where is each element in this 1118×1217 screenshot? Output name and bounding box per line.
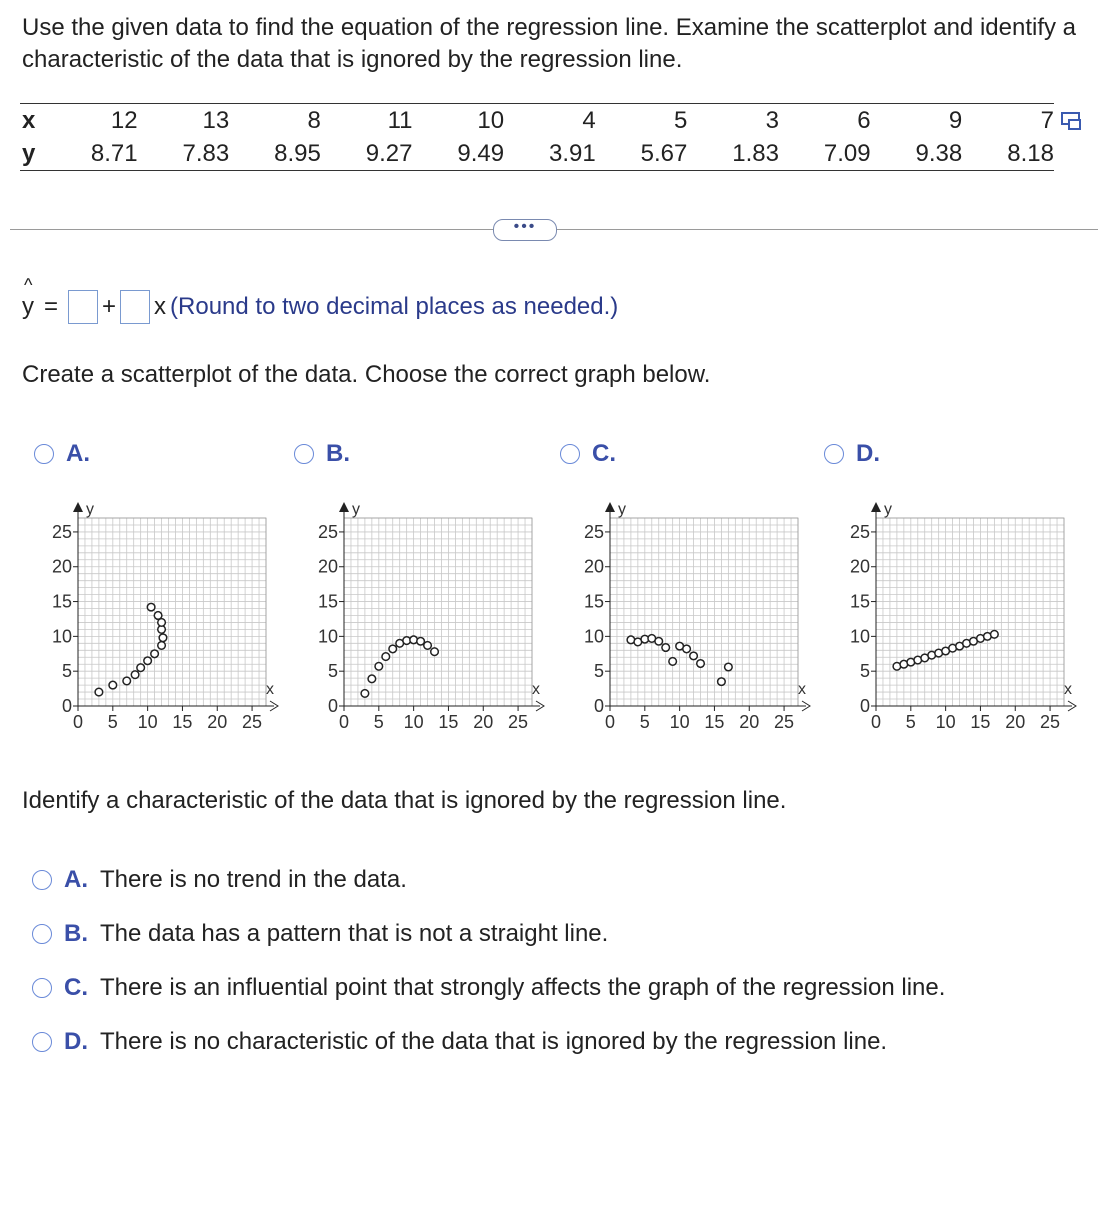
y-tick-label: 15 — [583, 591, 604, 612]
x-cell: 9 — [948, 106, 963, 134]
data-point — [154, 612, 162, 620]
x-cell: 6 — [857, 106, 871, 134]
x-cell: 11 — [387, 106, 413, 134]
y-tick-label: 25 — [317, 521, 338, 542]
data-point — [368, 675, 376, 683]
data-point — [991, 630, 999, 638]
y-tick-label: 15 — [51, 591, 72, 612]
data-point — [655, 637, 663, 645]
x-tick-label: 10 — [137, 712, 158, 732]
scatterplot-b[interactable] — [306, 480, 546, 740]
graph-option-b[interactable] — [294, 440, 350, 468]
expand-more-button[interactable]: ••• — [493, 219, 557, 241]
x-axis-label: x — [532, 681, 540, 698]
data-point — [137, 664, 145, 672]
y-tick-label: 10 — [51, 626, 72, 647]
data-point — [669, 658, 677, 666]
y-cell: 8.71 — [90, 139, 138, 167]
x-tick-label: 10 — [669, 712, 690, 732]
data-point — [95, 688, 103, 696]
y-cell: 7.83 — [182, 139, 230, 167]
y-cell: 1.83 — [732, 139, 779, 167]
graph-option-c[interactable] — [560, 440, 616, 468]
choice-text: There is no characteristic of the data that is ignored by the regression line. — [100, 1028, 888, 1055]
choice-text: There is an influential point that strongly affects the graph of the regression line. — [100, 974, 946, 1001]
x-cell: 12 — [110, 106, 138, 134]
x-tick-label: 15 — [970, 712, 991, 732]
radio-button[interactable] — [294, 444, 314, 464]
data-point — [375, 663, 383, 671]
x-tick-label: 5 — [905, 712, 916, 732]
choice-b[interactable] — [32, 920, 608, 948]
radio-button[interactable] — [32, 924, 52, 944]
x-header: x — [22, 106, 36, 134]
choice-text: The data has a pattern that is not a straight line. — [100, 920, 609, 947]
y-cell: 9.27 — [365, 139, 413, 167]
radio-button[interactable] — [32, 870, 52, 890]
x-tick-label: 5 — [373, 712, 384, 732]
choice-a[interactable] — [32, 866, 407, 894]
x-row — [20, 104, 1054, 138]
scatterplot-c[interactable] — [572, 480, 812, 740]
y-hat-letter: y — [22, 293, 34, 320]
choice-d[interactable] — [32, 1028, 887, 1056]
data-point — [123, 677, 131, 685]
data-point — [424, 642, 432, 650]
regression-equation — [22, 275, 619, 324]
x-tick-label: 5 — [107, 712, 118, 732]
characteristic-question: Identify a characteristic of the data that is ignored by the regression line. — [22, 787, 787, 814]
x-cell: 7 — [1040, 106, 1054, 134]
choice-c[interactable] — [32, 974, 945, 1002]
radio-button[interactable] — [824, 444, 844, 464]
y-header: y — [22, 139, 36, 167]
x-tick-label: 20 — [739, 712, 760, 732]
y-cell: 9.38 — [915, 139, 963, 167]
radio-button[interactable] — [32, 978, 52, 998]
x-tick-label: 25 — [774, 712, 795, 732]
y-tick-label: 0 — [61, 696, 72, 716]
x-tick-label: 25 — [508, 712, 529, 732]
option-letter: D. — [856, 440, 880, 467]
choice-text: There is no trend in the data. — [100, 866, 407, 893]
y-tick-label: 0 — [859, 696, 870, 716]
y-axis-label: y — [884, 501, 892, 518]
data-point — [389, 645, 397, 653]
y-cell: 3.91 — [549, 139, 596, 167]
graph-option-d[interactable] — [824, 440, 880, 468]
y-axis-label: y — [86, 501, 94, 518]
x-cell: 13 — [202, 106, 230, 134]
data-point — [683, 645, 691, 653]
y-cell: 5.67 — [640, 139, 688, 167]
data-point — [158, 642, 166, 650]
y-tick-label: 0 — [327, 696, 338, 716]
y-axis-arrow — [871, 502, 881, 512]
data-point — [417, 637, 425, 645]
x-tick-label: 0 — [72, 712, 84, 732]
data-table — [20, 103, 1054, 171]
y-cell: 8.95 — [274, 139, 321, 167]
rounding-note: (Round to two decimal places as needed.) — [170, 293, 619, 320]
x-tick-label: 20 — [207, 712, 228, 732]
x-tick-label: 15 — [438, 712, 459, 732]
slope-input[interactable] — [120, 290, 150, 324]
data-point — [382, 653, 390, 661]
y-tick-label: 20 — [583, 556, 604, 577]
x-cell: 3 — [765, 106, 779, 134]
y-row — [20, 137, 1054, 171]
option-letter: B. — [326, 440, 350, 467]
y-tick-label: 20 — [849, 556, 870, 577]
scatterplot-question: Create a scatterplot of the data. Choose the correct graph below. — [22, 361, 711, 388]
plus-sign: + — [102, 293, 117, 320]
y-cell: 7.09 — [823, 139, 871, 167]
x-tick-label: 0 — [338, 712, 350, 732]
equals-sign: = — [44, 293, 59, 320]
y-axis-arrow — [605, 502, 615, 512]
data-point — [697, 660, 705, 668]
intercept-input[interactable] — [68, 290, 98, 324]
y-tick-label: 15 — [317, 591, 338, 612]
x-tick-label: 15 — [704, 712, 725, 732]
x-cell: 10 — [477, 106, 505, 134]
choice-letter: D. — [64, 1028, 88, 1055]
x-cell: 8 — [307, 106, 321, 134]
y-tick-label: 5 — [327, 661, 338, 682]
y-tick-label: 20 — [51, 556, 72, 577]
x-tick-label: 25 — [242, 712, 263, 732]
y-tick-label: 25 — [583, 521, 604, 542]
choice-letter: C. — [64, 974, 88, 1001]
y-cell: 8.18 — [1007, 139, 1054, 167]
x-term: x — [154, 293, 167, 320]
x-tick-label: 20 — [1005, 712, 1026, 732]
y-tick-label: 25 — [51, 521, 72, 542]
problem-prompt: Use the given data to find the equation of the regression line. Examine the scatterplot and identify a characteristic of the data that is ignored by the regression line. — [22, 14, 1076, 73]
x-tick-label: 0 — [604, 712, 616, 732]
y-tick-label: 10 — [849, 626, 870, 647]
x-axis-label: x — [266, 681, 274, 698]
scatterplot-d[interactable] — [838, 480, 1078, 740]
data-point — [431, 648, 439, 656]
data-point — [151, 650, 159, 658]
graph-option-a[interactable] — [34, 440, 90, 468]
data-point — [147, 603, 155, 611]
x-tick-label: 5 — [639, 712, 650, 732]
option-letter: A. — [66, 440, 90, 467]
radio-button[interactable] — [32, 1032, 52, 1052]
y-axis-label: y — [352, 501, 360, 518]
option-letter: C. — [592, 440, 616, 467]
x-tick-label: 25 — [1040, 712, 1061, 732]
y-tick-label: 5 — [61, 661, 72, 682]
data-point — [725, 663, 733, 671]
data-point — [159, 634, 167, 642]
y-axis-label: y — [618, 501, 626, 518]
data-point — [662, 644, 670, 652]
x-tick-label: 0 — [870, 712, 882, 732]
y-hat-symbol — [22, 275, 38, 321]
y-axis-arrow — [73, 502, 83, 512]
y-axis-arrow — [339, 502, 349, 512]
y-tick-label: 25 — [849, 521, 870, 542]
scatterplot-a[interactable] — [40, 480, 280, 740]
data-point — [361, 690, 369, 698]
data-point — [144, 657, 152, 665]
y-tick-label: 0 — [593, 696, 604, 716]
y-cell: 9.49 — [457, 139, 505, 167]
copy-table-icon[interactable] — [1060, 110, 1084, 134]
x-tick-label: 10 — [935, 712, 956, 732]
data-point — [109, 681, 117, 689]
x-tick-label: 15 — [172, 712, 193, 732]
y-tick-label: 5 — [593, 661, 604, 682]
data-point — [690, 652, 698, 660]
y-tick-label: 15 — [849, 591, 870, 612]
y-tick-label: 20 — [317, 556, 338, 577]
x-cell: 5 — [674, 106, 688, 134]
data-point — [718, 678, 726, 686]
x-tick-label: 20 — [473, 712, 494, 732]
x-cell: 4 — [582, 106, 596, 134]
y-tick-label: 5 — [859, 661, 870, 682]
radio-button[interactable] — [560, 444, 580, 464]
x-axis-label: x — [1064, 681, 1072, 698]
radio-button[interactable] — [34, 444, 54, 464]
hat-mark: ^ — [24, 275, 33, 295]
y-tick-label: 10 — [583, 626, 604, 647]
y-tick-label: 10 — [317, 626, 338, 647]
data-point — [131, 671, 139, 679]
x-axis-label: x — [798, 681, 806, 698]
choice-letter: A. — [64, 866, 88, 893]
choice-letter: B. — [64, 920, 88, 947]
x-tick-label: 10 — [403, 712, 424, 732]
